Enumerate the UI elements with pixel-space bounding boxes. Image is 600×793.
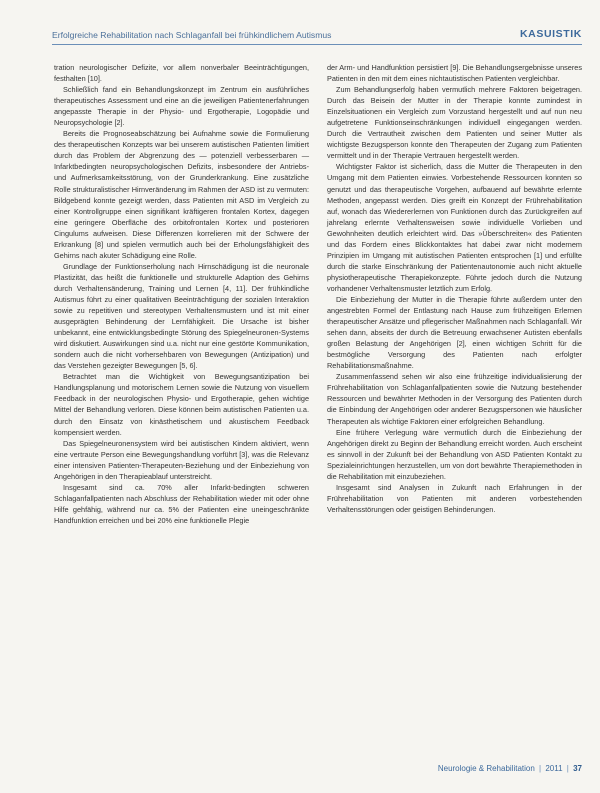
paragraph: Insgesamt sind Analysen in Zukunft nach Erfahrungen in der Frührehabilitation von Patienten mit anderen vorbestehenden Verhaltensstörungen oder geistigen Behinderungen. bbox=[327, 482, 582, 514]
paragraph: Das Spiegelneuronensystem wird bei autistischen Kindern aktiviert, wenn eine vertraute Person eine Bewegungshandlung vorführt [3], was die Relevanz einer intensiven Patienten-Therapeuten-Beziehung und der Einbeziehung von Angehörigen in den Therapieablauf unterstreicht. bbox=[54, 438, 309, 481]
paragraph: Wichtigster Faktor ist sicherlich, dass die Mutter die Therapeuten in den Umgang mit dem Patienten einwies. Vorbestehende Ressourcen konnten so genutzt und das therapeutische Vorgehen, aufbauend auf bewährte erlernte Methoden, angepasst werden. Dies greift ein Konzept der Frührehabilitation auf, wonach das Wiedererlernen von Funktionen durch das Zurückgreifen auf jahrelang erlernte Verhaltensweisen sowie individuelle Vorlieben und Gewohnheiten deutlich erleichtert wird. Das »Überschreiten« des Patienten und das Fordern eines Blickkontaktes hat dabei zwar nicht modernem Prinzipien im Umgang mit autistischen Patienten entsprochen [1] und erfüllte durch die starke Einschränkung der Patientenautonomie auch nicht aktuelle physiotherapeutische Therapiekonzepte. Führte jedoch durch die Nutzung vorhandener Verhaltensmuster letztlich zum Erfolg. bbox=[327, 162, 582, 293]
paragraph: Betrachtet man die Wichtigkeit von Bewegungsantizipation bei Handlungsplanung und motorischem Lernen sowie die Nutzung von visuellem Feedback in der neurologischen Physio- und Ergotherapie, gehen wichtige Mittel der Behandlung verloren. Diese können beim autistischen Patienten u.a. durch den Einsatz von kinästhetischem und akustischem Feedback kompensiert werden. bbox=[54, 372, 309, 437]
left-column bbox=[54, 62, 309, 526]
journal-name: Neurologie & Rehabilitation bbox=[437, 764, 535, 773]
paragraph: Zusammenfassend sehen wir also eine frühzeitige individualisierung der Frührehabilitation von Schlaganfallpatienten sowie die Nutzung bestehender Ressourcen und bewährter Methoden in der Versorgung des Patienten durch die Einbindung der Angehörigen oder anderer Bezugspersonen wie häuslicher Therapeuten als wichtige Faktoren einer erfolgreichen Behandlung. bbox=[327, 372, 582, 426]
section-label: KASUISTIK bbox=[520, 28, 582, 40]
paragraph: Insgesamt sind ca. 70% aller Infarkt-bedingten schweren Schlaganfallpatienten nach Abschluss der Rehabilitation wieder mit oder ohne Hilfe gehfähig, während nur ca. 5% der Patienten eine uneingeschränkte Handfunktion erreichen und bei 20% eine funktionelle Plegie bbox=[54, 482, 309, 525]
paragraph: Bereits die Prognoseabschätzung bei Aufnahme sowie die Formulierung des therapeutischen Konzepts war bei unserem autistischen Patienten limitiert durch das Problem der Abgrenzung des — potenziell verbesserbaren — Infarktbedingten neuropsychologischen Defizits, insbesondere der Antriebs- und Aufmerksamkeitsstörung, von der Grunderkrankung. Eine zusätzliche Rolle strukturalistischer Hirnveränderung im Rahmen der ASD ist zu vermuten: Bildgebend konnte gezeigt werden, dass Patienten mit ASD im Vergleich zu einer Kontrollgruppe einen signifikant kräftigeren frontalen Kortex, dagegen eine geringere Oberfläche des orbitofrontalen Kortex und posterioren Cingulums aufweisen. Diese Differenzen korrelieren mit der Schwere der Erkrankung [8] und spielen vermutlich auch bei der Erholungsfähigkeit des Gehirns nach akuter Schädigung eine Rolle. bbox=[54, 129, 309, 260]
paragraph: Die Einbeziehung der Mutter in die Therapie führte außerdem unter den angestrebten Formel der Entlastung nach Hause zum frühzeitigen Erlernen therapeutischer Ansätze und pflegerischer Maßnahmen nach Schlaganfall. Wir sehen dann, abseits der durch die Betreuung erwachsener Autisten ebenfalls großen Belastung der Angehörigen [2], einen wichtigen Schritt für die bestmögliche Versorgung des Patienten nach erfolgter Rehabilitationsmaßnahme. bbox=[327, 294, 582, 371]
paragraph: tration neurologischer Defizite, vor allem nonverbaler Beeinträchtigungen, festhalten [10]. bbox=[54, 63, 309, 84]
paragraph: Grundlage der Funktionserholung nach Hirnschädigung ist die neuronale Plastizität, das heißt die funktionelle und strukturelle Adaption des Gehirns durch Verhaltensänderung, Training und Lernen [4, 11]. Der frühkindliche Autismus führt zu einer qualitativen Beeinträchtigung der sozialen Interaktion sowie zu repetitiven und stereotypen Verhaltensmustern und ist mit einer ausgeprägten Behinderung der Lernfähigkeit. Die Ursache ist bisher unbekannt, eine entwicklungsbedingte Störung des Spiegelneuronen-Systems wird diskutiert. Auswirkungen sind u.a. nicht nur eine gestörte Kommunikation, sondern auch die nicht vorhersehbaren von Bewegungen (Antizipation) und das Verstehen gezeigter Bewegungen [5, 6]. bbox=[54, 261, 309, 371]
right-column bbox=[327, 62, 582, 515]
page-footer bbox=[438, 764, 582, 773]
paragraph: Eine frühere Verlegung wäre vermutlich durch die Einbeziehung der Angehörigen direkt zu Beginn der Behandlung erreicht worden. Auch erscheint es sinnvoll in der Zukunft bei der Behandlung von ASD Patienten Kontakt zu Spezialeinrichtungen herzustellen, um von dort bewährte Therapiemethoden in die Rehabilitation mit einzubeziehen. bbox=[327, 427, 582, 481]
page-number: 37 bbox=[573, 764, 582, 773]
running-title: Erfolgreiche Rehabilitation nach Schlaganfall bei frühkindlichem Autismus bbox=[52, 30, 332, 40]
paragraph: Schließlich fand ein Behandlungskonzept im Zentrum ein ausführliches therapeutisches Assessment und eine an die jeweiligen Patientenerfahrungen angepasste Therapie in der Physio- und Ergotherapie, Logopädie und Neuropsychologie [2]. bbox=[54, 85, 309, 128]
paragraph: Zum Behandlungserfolg haben vermutlich mehrere Faktoren beigetragen. Durch das Beisein der Mutter in der Therapie konnte zumindest in Einzelsituationen ein Vergleich zum Vorzustand hergestellt und auf nun neu aufgetretene Funktionseinschränkungen individuell eingegangen werden. Durch die Vertrautheit zwischen dem Patienten und seiner Mutter als wichtigste Bezugsperson konnte den Therapeuten der Zugang zum Patienten vermittelt und in der Therapie Vertrauen hergestellt werden. bbox=[327, 85, 582, 161]
footer-separator: | bbox=[566, 764, 569, 773]
footer-separator: | bbox=[539, 764, 542, 773]
paragraph: der Arm- und Handfunktion persistiert [9]. Die Behandlungsergebnisse unseres Patienten in den mit dem eines nichtautistischen Patienten vergleichbar. bbox=[327, 63, 582, 84]
running-header bbox=[52, 30, 582, 44]
header-rule bbox=[52, 44, 582, 45]
journal-issue: 2011 bbox=[545, 764, 563, 773]
